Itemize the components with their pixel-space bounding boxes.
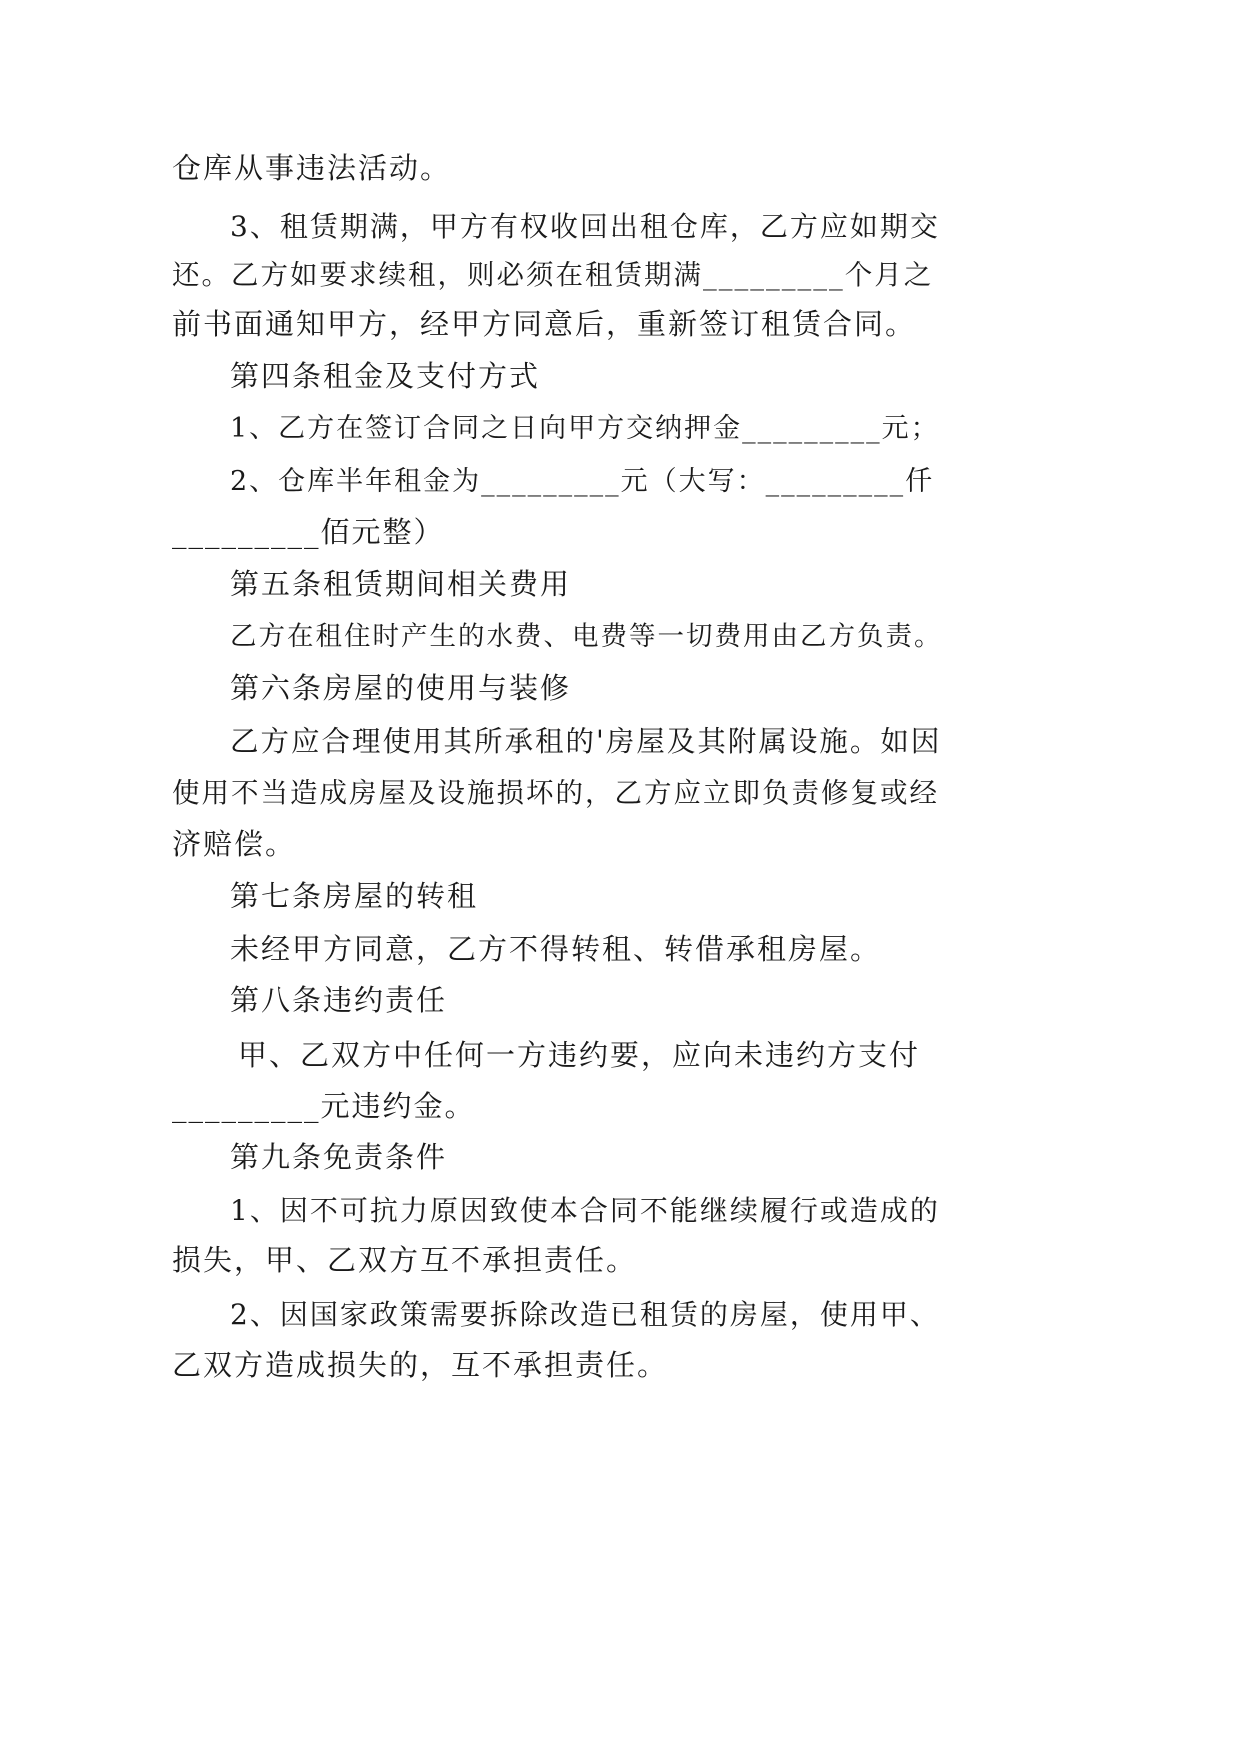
section-heading: 第七条房屋的转租 <box>230 879 479 913</box>
text-line: 1、乙方在签订合同之日向甲方交纳押金_________元； <box>230 413 940 444</box>
text-line: 3、租赁期满，甲方有权收回出租仓库，乙方应如期交 <box>230 210 940 243</box>
section-heading: 第六条房屋的使用与装修 <box>230 671 572 705</box>
section-heading: 第四条租金及支付方式 <box>230 359 541 393</box>
text-line: 2、因国家政策需要拆除改造已租赁的房屋，使用甲、 <box>230 1298 940 1331</box>
section-heading: 第五条租赁期间相关费用 <box>230 567 572 601</box>
text-line: 前书面通知甲方，经甲方同意后，重新签订租赁合同。 <box>172 307 917 341</box>
text-line: _________佰元整） <box>172 515 445 549</box>
text-line: 未经甲方同意，乙方不得转租、转借承租房屋。 <box>230 932 882 966</box>
text-line: 乙方应合理使用其所承租的'房屋及其附属设施。如因 <box>230 725 942 758</box>
text-line: _________元违约金。 <box>172 1089 476 1123</box>
text-line: 仓库从事违法活动。 <box>172 151 452 185</box>
text-line: 损失，甲、乙双方互不承担责任。 <box>172 1243 638 1277</box>
text-line: 乙双方造成损失的，互不承担责任。 <box>172 1348 669 1382</box>
text-line: 甲、乙双方中任何一方违约要，应向未违约方支付 <box>238 1038 921 1072</box>
text-line: 1、因不可抗力原因致使本合同不能继续履行或造成的 <box>230 1194 940 1227</box>
text-line: 乙方在租住时产生的水费、电费等一切费用由乙方负责。 <box>230 621 943 652</box>
text-line: 济赔偿。 <box>172 827 297 861</box>
text-line: 使用不当造成房屋及设施损坏的，乙方应立即负责修复或经 <box>172 777 939 809</box>
text-line: 还。乙方如要求续租，则必须在租赁期满_________个月之 <box>172 259 934 291</box>
text-line: 2、仓库半年租金为_________元（大写：_________仟 <box>230 466 935 497</box>
section-heading: 第九条免责条件 <box>230 1140 448 1174</box>
section-heading: 第八条违约责任 <box>230 983 448 1017</box>
